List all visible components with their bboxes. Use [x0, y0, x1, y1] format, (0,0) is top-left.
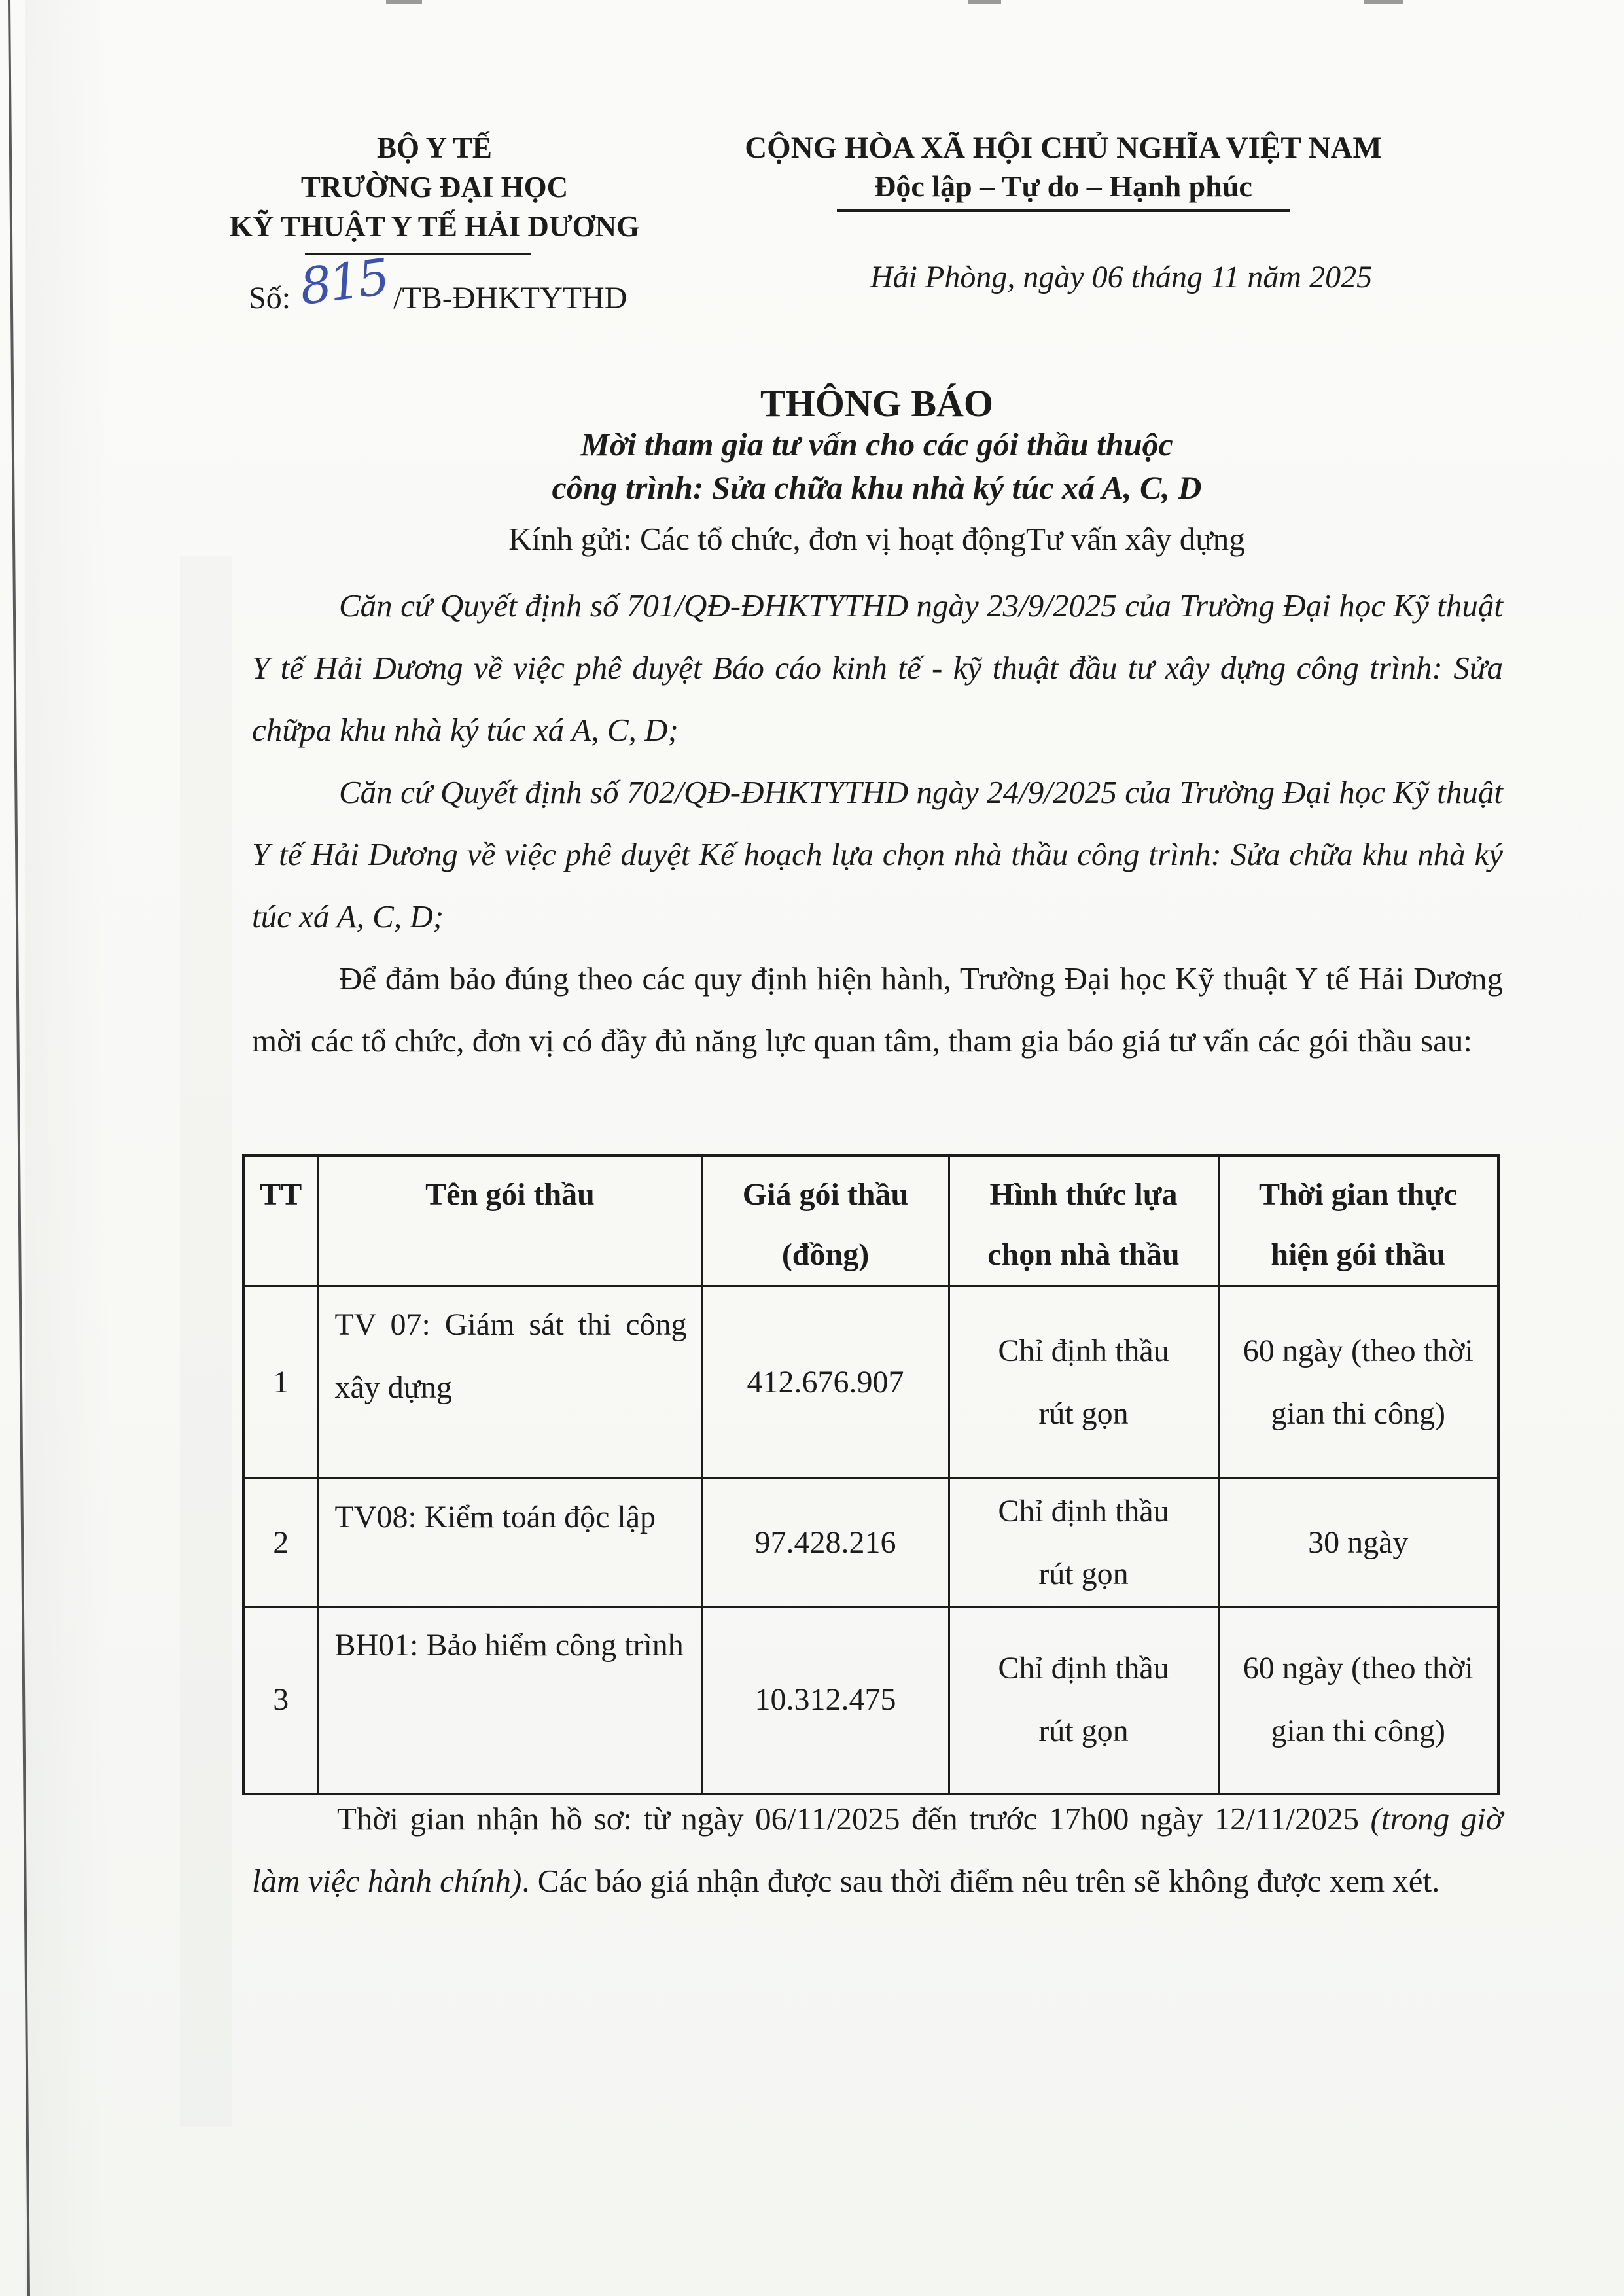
- university-name-line1: TRƯỜNG ĐẠI HỌC: [300, 171, 569, 203]
- table-row: [243, 1479, 1498, 1607]
- document-number-suffix: /TB-ĐHKTYTHD: [393, 281, 627, 315]
- cell-index: 3: [243, 1607, 318, 1794]
- document-number-handwritten: 815: [296, 247, 391, 316]
- cell-method: Chỉ định thầu rút gọn: [949, 1607, 1218, 1794]
- cell-package-name: TV 07: Giám sát thi công xây dựng: [318, 1286, 702, 1479]
- col-header-price-label-2: (đồng): [781, 1237, 870, 1272]
- cell-method: Chỉ định thầu rút gọn: [949, 1286, 1218, 1479]
- cell-method: Chỉ định thầu rút gọn: [949, 1479, 1218, 1607]
- salutation-line: Kính gửi: Các tổ chức, đơn vị hoạt độngTư vấn xây dựng: [508, 521, 1245, 557]
- body-paragraph-3: Để đảm bảo đúng theo các quy định hiện hành, Trường Đại học Kỹ thuật Y tế Hải Dương mời các tổ chức, đơn vị có đầy đủ năng lực quan tâm, tham gia báo giá tư vấn các gói thầu sau:: [252, 961, 1503, 1059]
- table-row: [243, 1607, 1498, 1794]
- col-header-duration-label-1: Thời gian thực: [1259, 1177, 1458, 1212]
- document-number-line: [249, 247, 627, 320]
- table-header-row: [243, 1156, 1498, 1286]
- cell-price: 97.428.216: [702, 1479, 949, 1607]
- cell-price: 412.676.907: [702, 1286, 949, 1479]
- cell-package-name: TV08: Kiểm toán độc lập: [318, 1479, 702, 1607]
- closing-text-part3: . Các báo giá nhận được sau thời điểm nêu trên sẽ không được xem xét.: [521, 1863, 1440, 1899]
- cell-duration: 60 ngày (theo thời gian thi công): [1218, 1286, 1498, 1479]
- col-header-method-label-1: Hình thức lựa: [989, 1177, 1178, 1212]
- cell-duration: 30 ngày: [1218, 1479, 1498, 1607]
- col-header-method: [949, 1156, 1218, 1286]
- bid-packages-table: [242, 1154, 1500, 1795]
- university-name-line2: KỸ THUẬT Y TẾ HẢI DƯƠNG: [229, 210, 640, 243]
- cell-duration: 60 ngày (theo thời gian thi công): [1218, 1607, 1498, 1794]
- body-paragraph-2: Căn cứ Quyết định số 702/QĐ-ĐHKTYTHD ngày 24/9/2025 của Trường Đại học Kỹ thuật Y tế Hải Dương về việc phê duyệt Kế hoạch lựa chọn nhà thầu công trình: Sửa chữa khu nhà ký túc xá A, C, D;: [252, 774, 1503, 934]
- body-paragraph-1: Căn cứ Quyết định số 701/QĐ-ĐHKTYTHD ngày 23/9/2025 của Trường Đại học Kỹ thuật Y tế Hải Dương về việc phê duyệt Báo cáo kinh tế - kỹ thuật đầu tư xây dựng công trình: Sửa chữpa khu nhà ký túc xá A, C, D;: [252, 588, 1503, 748]
- notice-subtitle-line2: công trình: Sửa chữa khu nhà ký túc xá A, C, D: [552, 469, 1202, 506]
- col-header-method-label-2: chọn nhà thầu: [987, 1237, 1180, 1272]
- cell-package-name: BH01: Bảo hiểm công trình: [318, 1607, 702, 1794]
- col-header-price: [702, 1156, 949, 1286]
- table-row: [243, 1286, 1498, 1479]
- header-right-block: [705, 128, 1421, 212]
- cell-price: 10.312.475: [702, 1607, 949, 1794]
- scan-smudge-left: [25, 0, 110, 2296]
- notice-heading: THÔNG BÁO: [760, 382, 994, 425]
- col-header-price-label-1: Giá gói thầu: [742, 1177, 909, 1212]
- ministry-name: BỘ Y TẾ: [377, 132, 492, 164]
- col-header-package-name: [318, 1156, 702, 1286]
- national-motto: Độc lập – Tự do – Hạnh phúc: [874, 169, 1252, 203]
- document-number-prefix: Số:: [249, 281, 291, 315]
- national-motto-underline: [837, 209, 1290, 212]
- col-header-index-label: TT: [260, 1177, 302, 1212]
- col-header-duration: [1218, 1156, 1498, 1286]
- col-header-index: [243, 1156, 318, 1286]
- closing-text-part1: Thời gian nhận hồ sơ: từ ngày 06/11/2025 đến trước 17h00 ngày 12/11/2025: [337, 1801, 1371, 1837]
- scan-smudge-column: [180, 556, 232, 2127]
- scan-top-edge-mark: [1364, 0, 1403, 4]
- col-header-duration-label-2: hiện gói thầu: [1271, 1237, 1446, 1272]
- cell-index: 2: [243, 1479, 318, 1607]
- cell-index: 1: [243, 1286, 318, 1479]
- place-and-date: Hải Phòng, ngày 06 tháng 11 năm 2025: [870, 260, 1373, 294]
- closing-paragraph: [252, 1788, 1503, 1912]
- col-header-package-name-label: Tên gói thầu: [425, 1177, 595, 1212]
- closing-text-italic: (trong giờ làm việc hành chính): [252, 1801, 1503, 1899]
- body-text-block: [252, 574, 1503, 1072]
- scan-top-edge-mark: [386, 0, 422, 4]
- notice-subtitle-line1: Mời tham gia tư vấn cho các gói thầu thuộc: [580, 426, 1173, 463]
- scan-top-edge-mark: [968, 0, 1001, 4]
- national-title: CỘNG HÒA XÃ HỘI CHỦ NGHĨA VIỆT NAM: [745, 131, 1382, 165]
- header-left-block: [169, 128, 700, 246]
